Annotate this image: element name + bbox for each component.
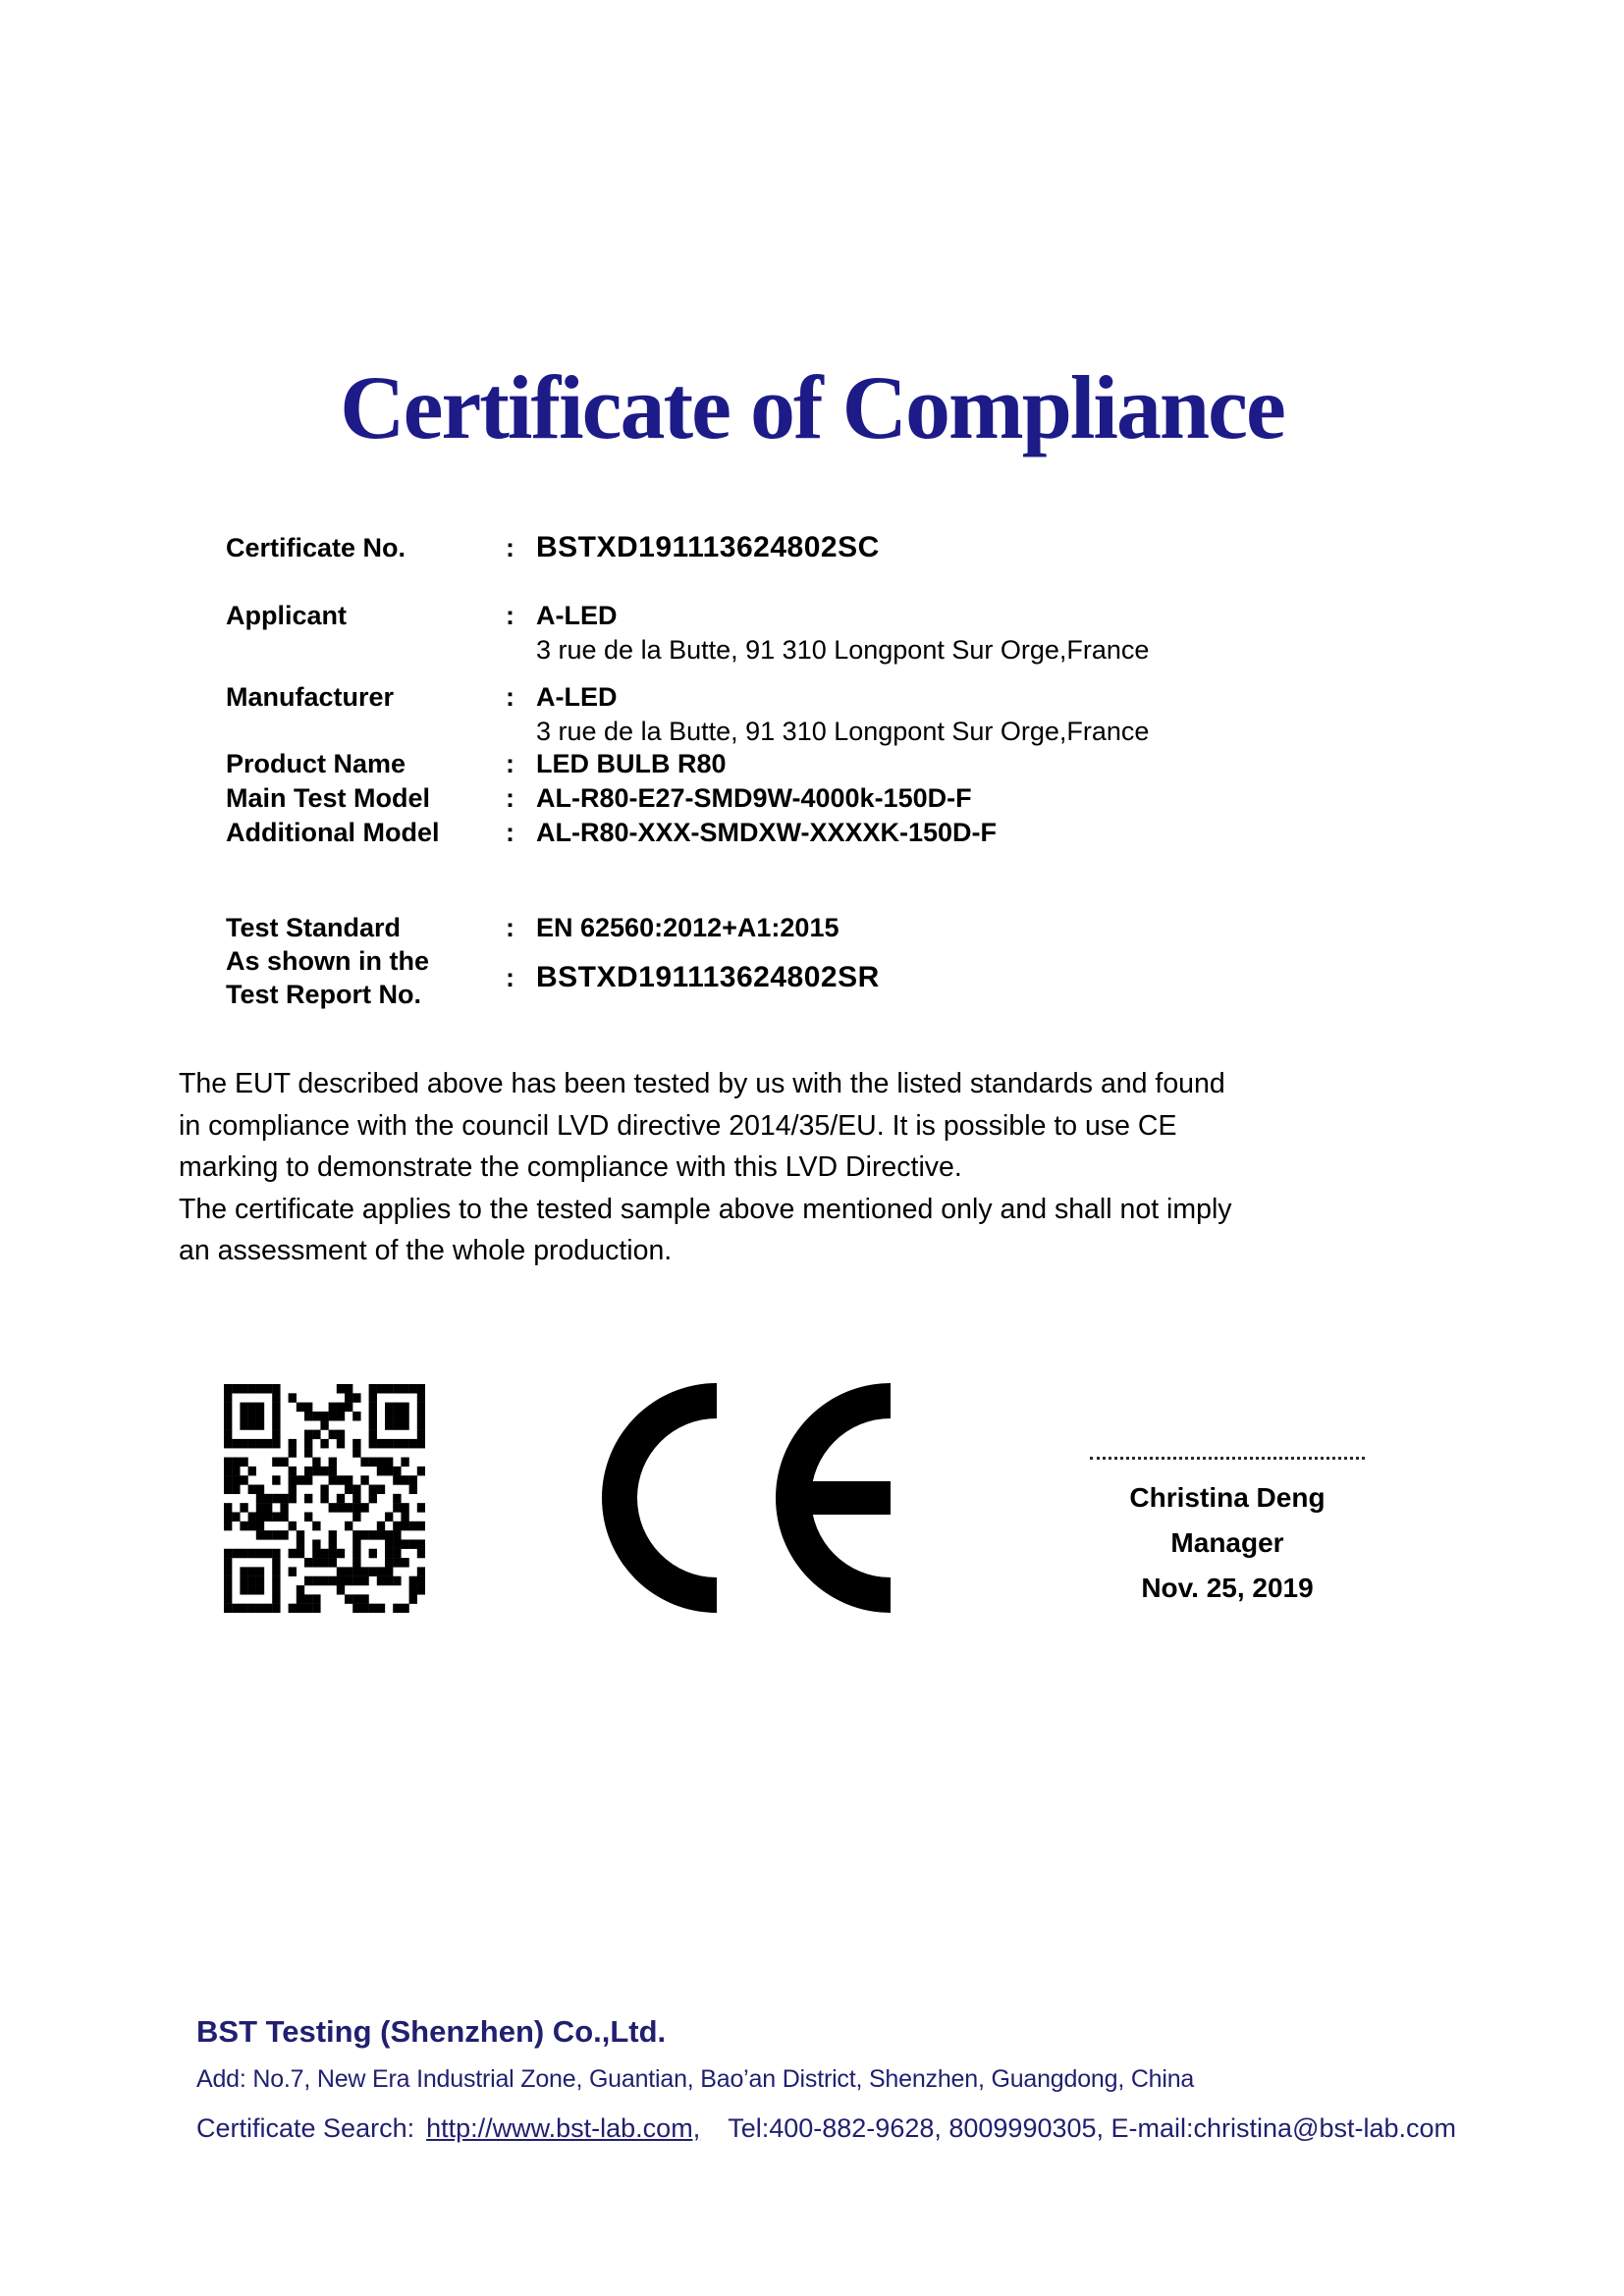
signature-block — [1070, 1457, 1384, 1611]
field-main-test-model — [226, 781, 1443, 815]
statement-line: The EUT described above has been tested by us with the listed standards and found — [179, 1068, 1225, 1099]
signature-line — [1090, 1457, 1365, 1460]
footer-address: Add: No.7, New Era Industrial Zone, Guantian, Bao’an District, Shenzhen, Guangdong, China — [196, 2065, 1195, 2093]
footer-search-line — [196, 2113, 1473, 2143]
footer — [196, 2015, 1473, 2143]
certificate-search-url[interactable]: http://www.bst-lab.com, — [426, 2113, 701, 2143]
ce-mark-icon — [601, 1382, 892, 1614]
field-applicant — [226, 599, 1443, 632]
field-certificate-no — [226, 531, 1443, 564]
statement-line: marking to demonstrate the compliance with this LVD Directive. — [179, 1151, 962, 1183]
statement-line: an assessment of the whole production. — [179, 1235, 673, 1266]
applicant-label: Applicant — [226, 601, 348, 630]
colon-separator: : — [506, 533, 514, 562]
colon-separator: : — [506, 601, 514, 630]
product-name-value: LED BULB R80 — [536, 749, 727, 778]
test-report-label-line1: As shown in the — [226, 946, 430, 976]
signature-date: Nov. 25, 2019 — [1141, 1573, 1314, 1603]
manufacturer-address: 3 rue de la Butte, 91 310 Longpont Sur Orge,France — [536, 717, 1150, 746]
ce-mark — [601, 1382, 892, 1614]
applicant-address: 3 rue de la Butte, 91 310 Longpont Sur Orge,France — [536, 635, 1150, 665]
field-additional-model — [226, 816, 1443, 849]
test-standard-value: EN 62560:2012+A1:2015 — [536, 913, 839, 942]
certificate-search-label: Certificate Search: — [196, 2113, 415, 2143]
applicant-value: A-LED — [536, 601, 618, 630]
compliance-statement — [179, 1063, 1455, 1272]
signatory-role: Manager — [1170, 1527, 1284, 1558]
statement-line: The certificate applies to the tested sample above mentioned only and shall not imply — [179, 1193, 1232, 1225]
colon-separator: : — [506, 818, 514, 847]
qr-code-icon — [224, 1384, 425, 1613]
manufacturer-label: Manufacturer — [226, 682, 395, 712]
field-test-standard — [226, 911, 1443, 944]
certificate-no-label: Certificate No. — [226, 533, 406, 562]
test-standard-label: Test Standard — [226, 913, 402, 942]
additional-model-label: Additional Model — [226, 818, 440, 847]
colon-separator: : — [506, 682, 514, 712]
colon-separator: : — [506, 749, 514, 778]
footer-company-name: BST Testing (Shenzhen) Co.,Ltd. — [196, 2014, 667, 2049]
test-report-label-line2: Test Report No. — [226, 980, 422, 1009]
field-product-name — [226, 747, 1443, 780]
product-name-label: Product Name — [226, 749, 406, 778]
certificate-no-value: BSTXD191113624802SC — [536, 531, 880, 563]
colon-separator: : — [506, 963, 514, 992]
footer-contact: Tel:400-882-9628, 8009990305, E-mail:christina@bst-lab.com — [728, 2113, 1457, 2143]
manufacturer-value: A-LED — [536, 682, 618, 712]
statement-line: in compliance with the council LVD directive 2014/35/EU. It is possible to use CE — [179, 1109, 1177, 1142]
main-test-model-value: AL-R80-E27-SMD9W-4000k-150D-F — [536, 783, 972, 813]
field-test-report-no — [226, 944, 1443, 1011]
field-manufacturer — [226, 680, 1443, 714]
certificate-title: Certificate of Compliance — [340, 357, 1284, 457]
colon-separator: : — [506, 913, 514, 942]
signatory-name: Christina Deng — [1129, 1482, 1326, 1513]
test-report-value: BSTXD191113624802SR — [536, 961, 880, 993]
qr-code — [224, 1384, 425, 1613]
test-report-label — [226, 944, 506, 1011]
additional-model-value: AL-R80-XXX-SMDXW-XXXXK-150D-F — [536, 818, 998, 847]
colon-separator: : — [506, 783, 514, 813]
main-test-model-label: Main Test Model — [226, 783, 431, 813]
